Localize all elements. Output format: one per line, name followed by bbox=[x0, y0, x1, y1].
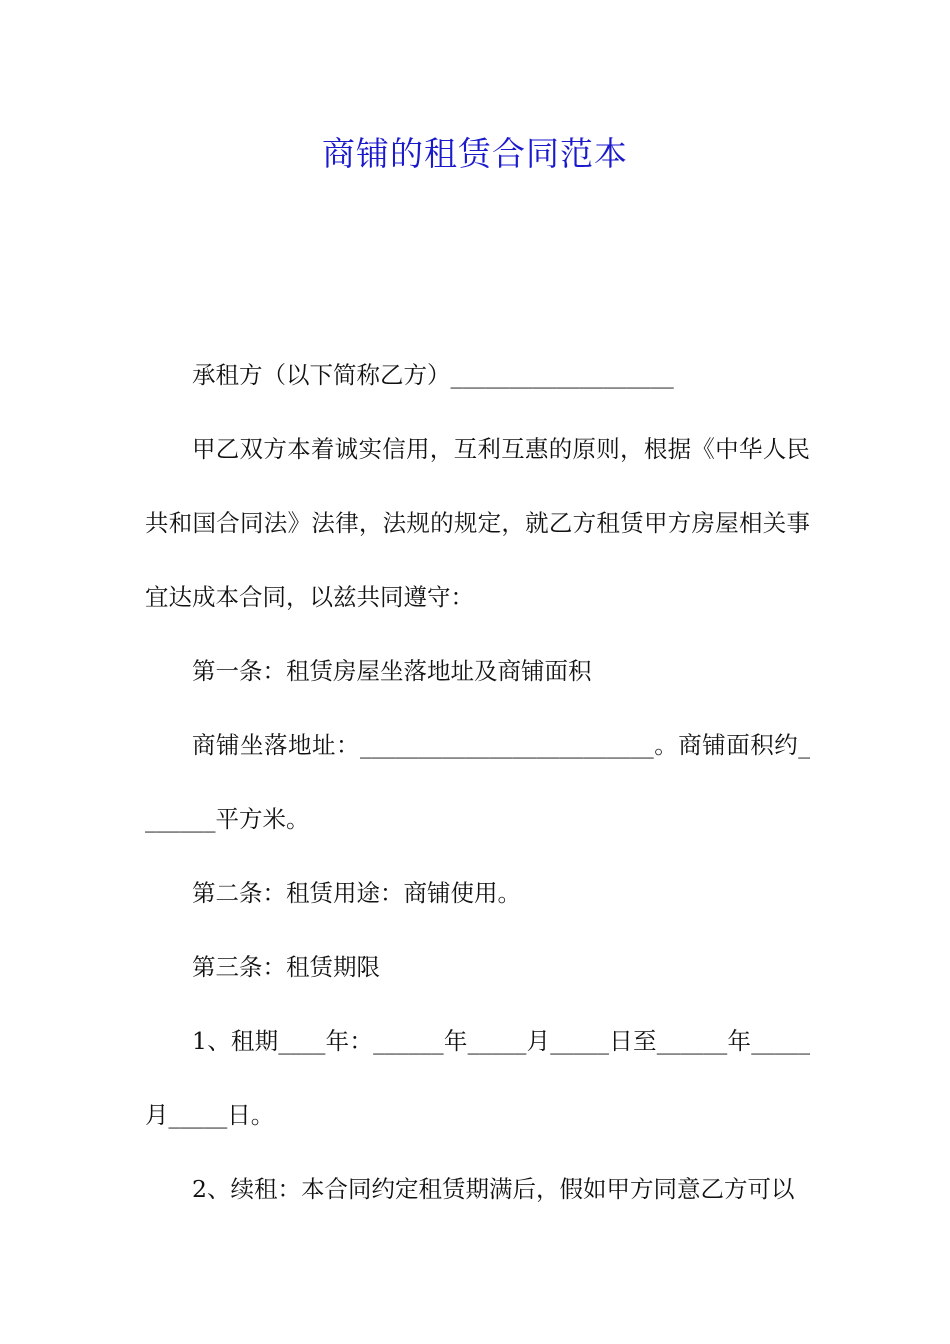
paragraph-shop-address: 商铺坐落地址：_________________________。商铺面积约_______平方米。 bbox=[145, 731, 810, 833]
paragraph-article-2: 第二条：租赁用途：商铺使用。 bbox=[192, 879, 521, 907]
paragraph-article-3-heading: 第三条：租赁期限 bbox=[192, 953, 380, 981]
document-title: 商铺的租赁合同范本 bbox=[322, 134, 628, 173]
paragraph-preamble: 甲乙双方本着诚实信用，互利互惠的原则，根据《中华人民共和国合同法》法律，法规的规定，就乙方租赁甲方房屋相关事宜达成本合同，以兹共同遵守： bbox=[145, 435, 810, 611]
paragraph-lease-term: 1、租期____年：______年_____月_____日至______年_____月_____日。 bbox=[145, 1027, 810, 1129]
paragraph-renewal: 2、续租：本合同约定租赁期满后，假如甲方同意乙方可以 bbox=[192, 1175, 795, 1203]
paragraph-article-1-heading: 第一条：租赁房屋坐落地址及商铺面积 bbox=[192, 657, 592, 685]
paragraph-lessee: 承租方（以下简称乙方）___________________ bbox=[192, 361, 674, 389]
document-body bbox=[145, 338, 810, 1226]
